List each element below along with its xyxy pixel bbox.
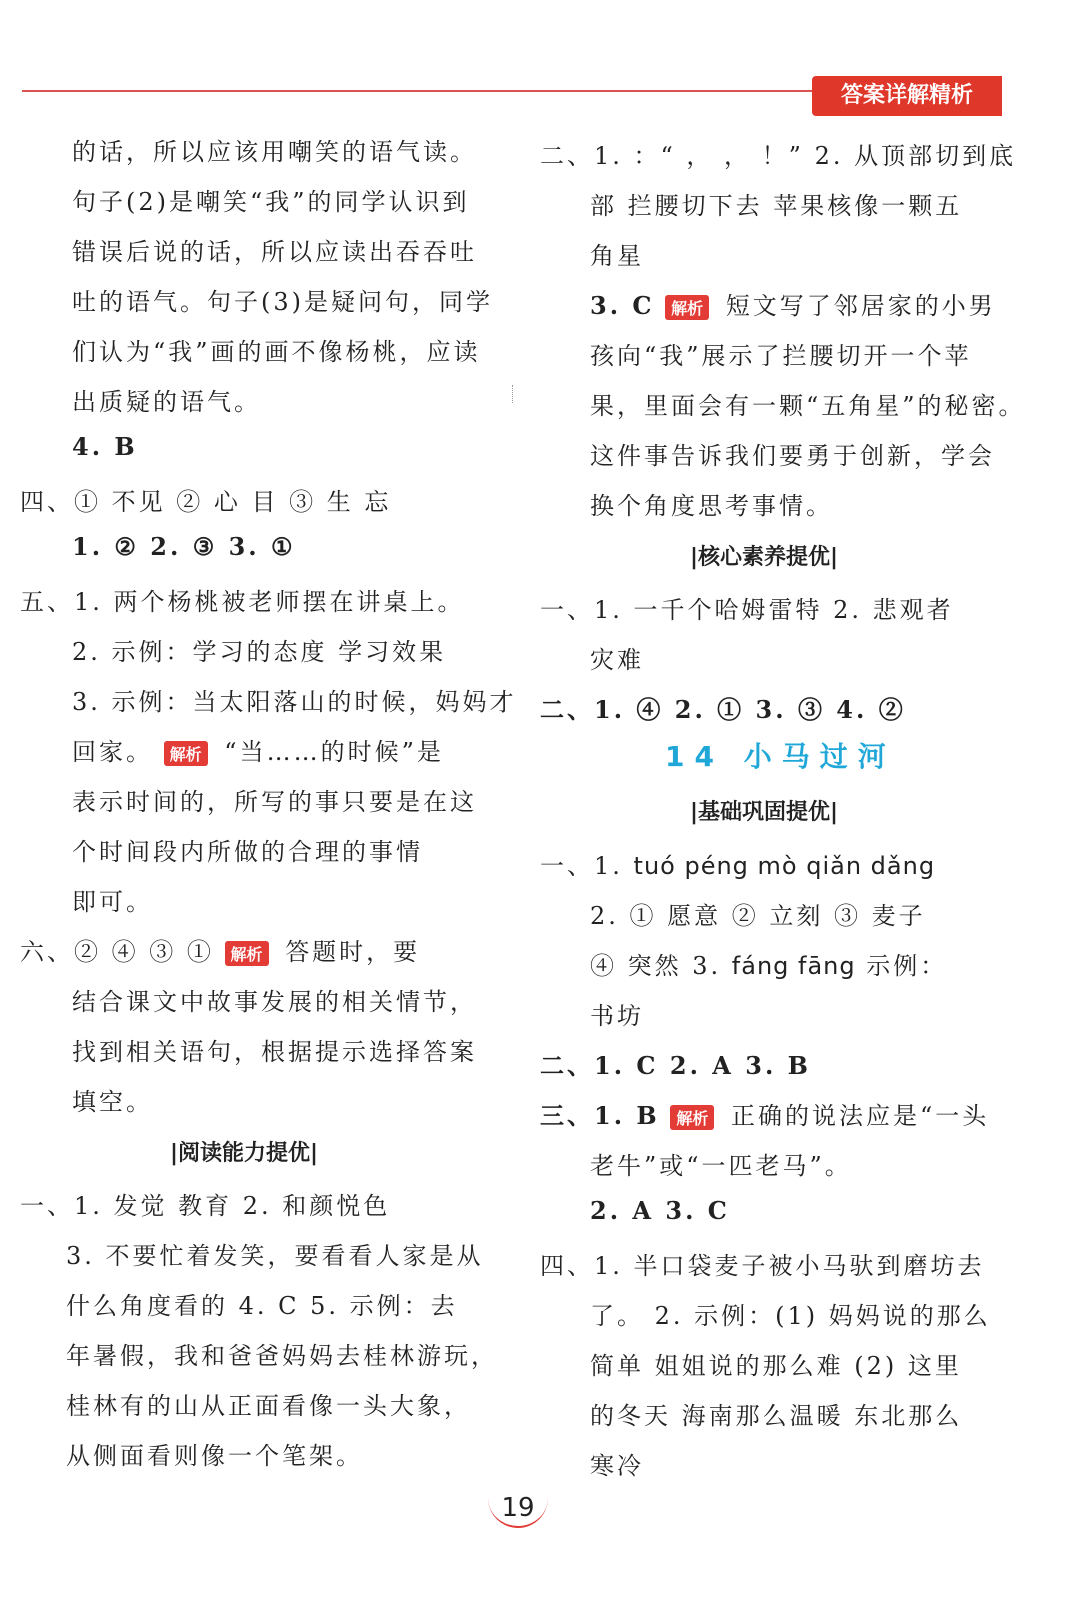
text-line: 4. B: [72, 432, 138, 461]
text-line: 个时间段内所做的合理的事情: [72, 838, 423, 866]
text-line: 这件事告诉我们要勇于创新，学会: [590, 442, 995, 470]
text-line: 的话，所以应该用嘲笑的语气读。: [72, 138, 477, 166]
text-line: 简单 姐姐说的那么难 (2) 这里: [590, 1352, 962, 1380]
text-line: 即可。: [72, 888, 153, 916]
text-line: 填空。: [72, 1088, 153, 1116]
text: ④ 突然 3.: [590, 952, 732, 980]
text-line: 什么角度看的 4. C 5. 示例：去: [66, 1292, 458, 1320]
section-heading: |阅读能力提优|: [170, 1141, 319, 1166]
text-line: 四、① 不见 ② 心 目 ③ 生 忘: [20, 488, 392, 516]
text-line: 表示时间的，所写的事只要是在这: [72, 788, 477, 816]
text-line: 一、1. 发觉 教育 2. 和颜悦色: [20, 1192, 391, 1220]
analysis-tag: 解析: [164, 741, 208, 766]
text: 正确的说法应是“一头: [731, 1102, 990, 1130]
text-line: 3. 示例：当太阳落山的时候，妈妈才: [72, 688, 517, 716]
text-line: 错误后说的话，所以应读出吞吞吐: [72, 238, 477, 266]
text-line: 找到相关语句，根据提示选择答案: [72, 1038, 477, 1066]
lesson-title: 14 小马过河: [665, 740, 896, 773]
text: 三、1. B: [540, 1101, 660, 1130]
text-line: 四、1. 半口袋麦子被小马驮到磨坊去: [540, 1252, 985, 1280]
text-line: 五、1. 两个杨桃被老师摆在讲桌上。: [20, 588, 465, 616]
text-line: 3. 不要忙着发笑，要看看人家是从: [66, 1242, 484, 1270]
text-line: 换个角度思考事情。: [590, 492, 833, 520]
text-line: 了。 2. 示例：(1) 妈妈说的那么: [590, 1302, 991, 1330]
text-line: 一、1. 一千个哈姆雷特 2. 悲观者: [540, 596, 954, 624]
text-line: 书坊: [590, 1002, 644, 1030]
section-heading: |核心素养提优|: [690, 545, 839, 570]
text-line: [590, 946, 947, 981]
analysis-tag: 解析: [670, 1105, 714, 1130]
text-line: [72, 732, 444, 767]
pinyin: tuó péng mò qiǎn dǎng: [633, 852, 936, 880]
text-line: [20, 932, 420, 967]
text-line: 角星: [590, 242, 644, 270]
text: 六、② ④ ③ ①: [20, 938, 214, 966]
pinyin: fáng fāng: [731, 952, 856, 980]
text-line: 桂林有的山从正面看像一头大象，: [66, 1392, 471, 1420]
text-line: 部 拦腰切下去 苹果核像一颗五: [590, 192, 963, 220]
text-line: 出质疑的语气。: [72, 388, 261, 416]
text-line: 2. ① 愿意 ② 立刻 ③ 麦子: [590, 902, 926, 930]
text-line: 年暑假，我和爸爸妈妈去桂林游玩，: [66, 1342, 498, 1370]
text-line: 老牛”或“一匹老马”。: [590, 1152, 852, 1180]
text-line: 从侧面看则像一个笔架。: [66, 1442, 363, 1470]
column-divider: [512, 385, 514, 403]
section-heading: |基础巩固提优|: [690, 800, 839, 825]
text: 答题时，要: [285, 938, 421, 966]
text-line: 吐的语气。句子(3)是疑问句，同学: [72, 288, 493, 316]
text: 短文写了邻居家的小男: [725, 292, 996, 320]
text: 示例：: [855, 952, 948, 980]
text-line: 们认为“我”画的画不像杨桃，应读: [72, 338, 481, 366]
text-line: 2. 示例：学习的态度 学习效果: [72, 638, 447, 666]
text-line: 果，里面会有一颗“五角星”的秘密。: [590, 392, 1026, 420]
analysis-tag: 解析: [665, 295, 709, 320]
text-line: 灾难: [590, 646, 644, 674]
analysis-tag: 解析: [225, 941, 269, 966]
text-line: 孩向“我”展示了拦腰切开一个苹: [590, 342, 972, 370]
text-line: 的冬天 海南那么温暖 东北那么: [590, 1402, 963, 1430]
text-line: 二、1. ：“ ， ， ！” 2. 从顶部切到底: [540, 142, 1017, 170]
text-line: 结合课文中故事发展的相关情节，: [72, 988, 477, 1016]
text-line: 1. ② 2. ③ 3. ①: [72, 532, 296, 561]
text: “当……的时候”是: [224, 738, 444, 766]
text-line: 寒冷: [590, 1452, 644, 1480]
text-line: 句子(2)是嘲笑“我”的同学认识到: [72, 188, 470, 216]
text-line: 2. A 3. C: [590, 1196, 730, 1225]
header-badge: 答案详解精析: [812, 76, 1002, 116]
text-line: 二、1. ④ 2. ① 3. ③ 4. ②: [540, 695, 906, 724]
page-number: 19: [488, 1490, 548, 1528]
text-line: [540, 846, 935, 881]
text-line: [590, 286, 996, 321]
text: 3. C: [590, 291, 655, 320]
text: 一、1.: [540, 852, 634, 880]
text: 回家。: [72, 738, 153, 766]
text-line: [540, 1096, 989, 1131]
header-rule: [22, 90, 822, 92]
text-line: 二、1. C 2. A 3. B: [540, 1051, 811, 1080]
